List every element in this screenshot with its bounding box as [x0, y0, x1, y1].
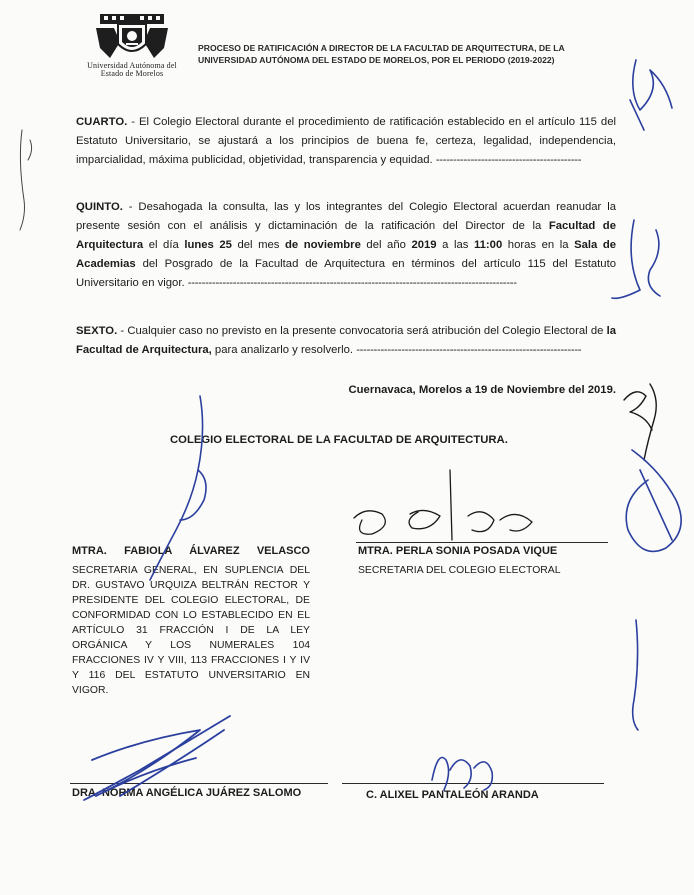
clause-bold: la Facultad de Arquitectura, [76, 325, 616, 356]
signatory-name-top-right: MTRA. PERLA SONIA POSADA VIQUE [358, 545, 558, 557]
document-title-line2: UNIVERSIDAD AUTÓNOMA DEL ESTADO DE MORELOS, POR EL PERIODO (2019-2022) [198, 55, 555, 65]
signature-bottom-right [432, 758, 492, 791]
place-and-date: Cuernavaca, Morelos a 19 de Noviembre del 2019. [348, 384, 616, 396]
clause-bold: 2019 [411, 239, 437, 251]
clause-text: - El Colegio Electoral durante el procedimiento de ratificación establecido en el artículo 115 del Estatuto Universitario, se ajustará a los principios de buena fe, certeza, legalidad, independencia, imparcialidad, máxima publicidad, objetividad, transparencia y equidad. [76, 116, 616, 166]
signature-bottom-left [84, 716, 230, 800]
clause-label: QUINTO. [76, 201, 123, 213]
clause-text: del Posgrado de la Facultad de Arquitectura en términos del artículo 115 del Estatuto Universitario en vigor. [76, 258, 616, 289]
clause-text: - Desahogada la consulta, las y los integrantes del Colegio Electoral acuerdan reanudar la presente sesión con el análisis y dictaminación de la ratificación del Director de la [76, 201, 616, 232]
signatory-role-top-left: SECRETARIA GENERAL, EN SUPLENCIA DEL DR. GUSTAVO URQUIZA BELTRÁN RECTOR Y PRESIDENTE DEL COLEGIO ELECTORAL, DE CONFORMIDAD CON LO ESTABLECIDO EN EL ARTÍCULO 31 FRACCIÓN I DE LA LEY ORGÁNICA Y LOS NUMERALES 104 FRACCIONES IV Y VIII, 113 FRACCIONES I Y IV Y 116 DEL ESTATUTO UNVERSITARIO EN VIGOR. [72, 565, 310, 696]
clause-bold: 11:00 [473, 239, 503, 251]
margin-signature-top-right [612, 60, 672, 298]
clause-text: para analizarlo y resolverlo. [211, 344, 357, 356]
dash-filler: ----------------------------------------------------------------- [356, 344, 582, 356]
clause-text: el día [143, 239, 185, 251]
dash-filler: ------------------------------------------ [435, 154, 582, 166]
university-name-line1: Universidad Autónoma del [87, 61, 177, 70]
clause-bold: Facultad de Arquitectura [76, 220, 616, 251]
clause-bold: lunes 25 [184, 239, 232, 251]
clause-bold: de noviembre [285, 239, 361, 251]
signature-top-left [150, 396, 206, 580]
university-name-line2: Estado de Morelos [100, 69, 164, 78]
clause-text: del mes [231, 239, 285, 251]
clause-label: SEXTO. [76, 325, 118, 337]
clause-text: horas en la [502, 239, 575, 251]
clause-text: - Cualquier caso no previsto en la presente convocatoria será atribución del Colegio Electoral de [117, 325, 607, 337]
clause-bold: Sala de Academias [76, 239, 617, 270]
signatory-name-bottom-right: C. ALIXEL PANTALEÓN ARANDA [366, 789, 539, 801]
dash-filler: ----------------------------------------------------------------------------------------------- [187, 277, 517, 289]
clause-label: CUARTO. [76, 116, 128, 128]
clause-text: a las [436, 239, 474, 251]
margin-signature-middle-right [624, 384, 656, 460]
margin-signature-lower-right [626, 450, 681, 730]
signatory-name-bottom-left: DRA. NORMA ANGÉLICA JUÁREZ SALOMO [72, 787, 302, 799]
college-heading: COLEGIO ELECTORAL DE LA FACULTAD DE ARQUITECTURA. [170, 434, 508, 446]
signature-top-right [354, 470, 532, 540]
margin-initials-left [20, 130, 32, 230]
document-title-line1: PROCESO DE RATIFICACIÓN A DIRECTOR DE LA FACULTAD DE ARQUITECTURA, DE LA [198, 43, 565, 53]
clause-text: del año [360, 239, 412, 251]
signatory-name-top-left: MTRA. FABIOLA ÁLVAREZ VELASCO [72, 545, 310, 557]
signatory-role-top-right: SECRETARIA DEL COLEGIO ELECTORAL [358, 565, 561, 576]
